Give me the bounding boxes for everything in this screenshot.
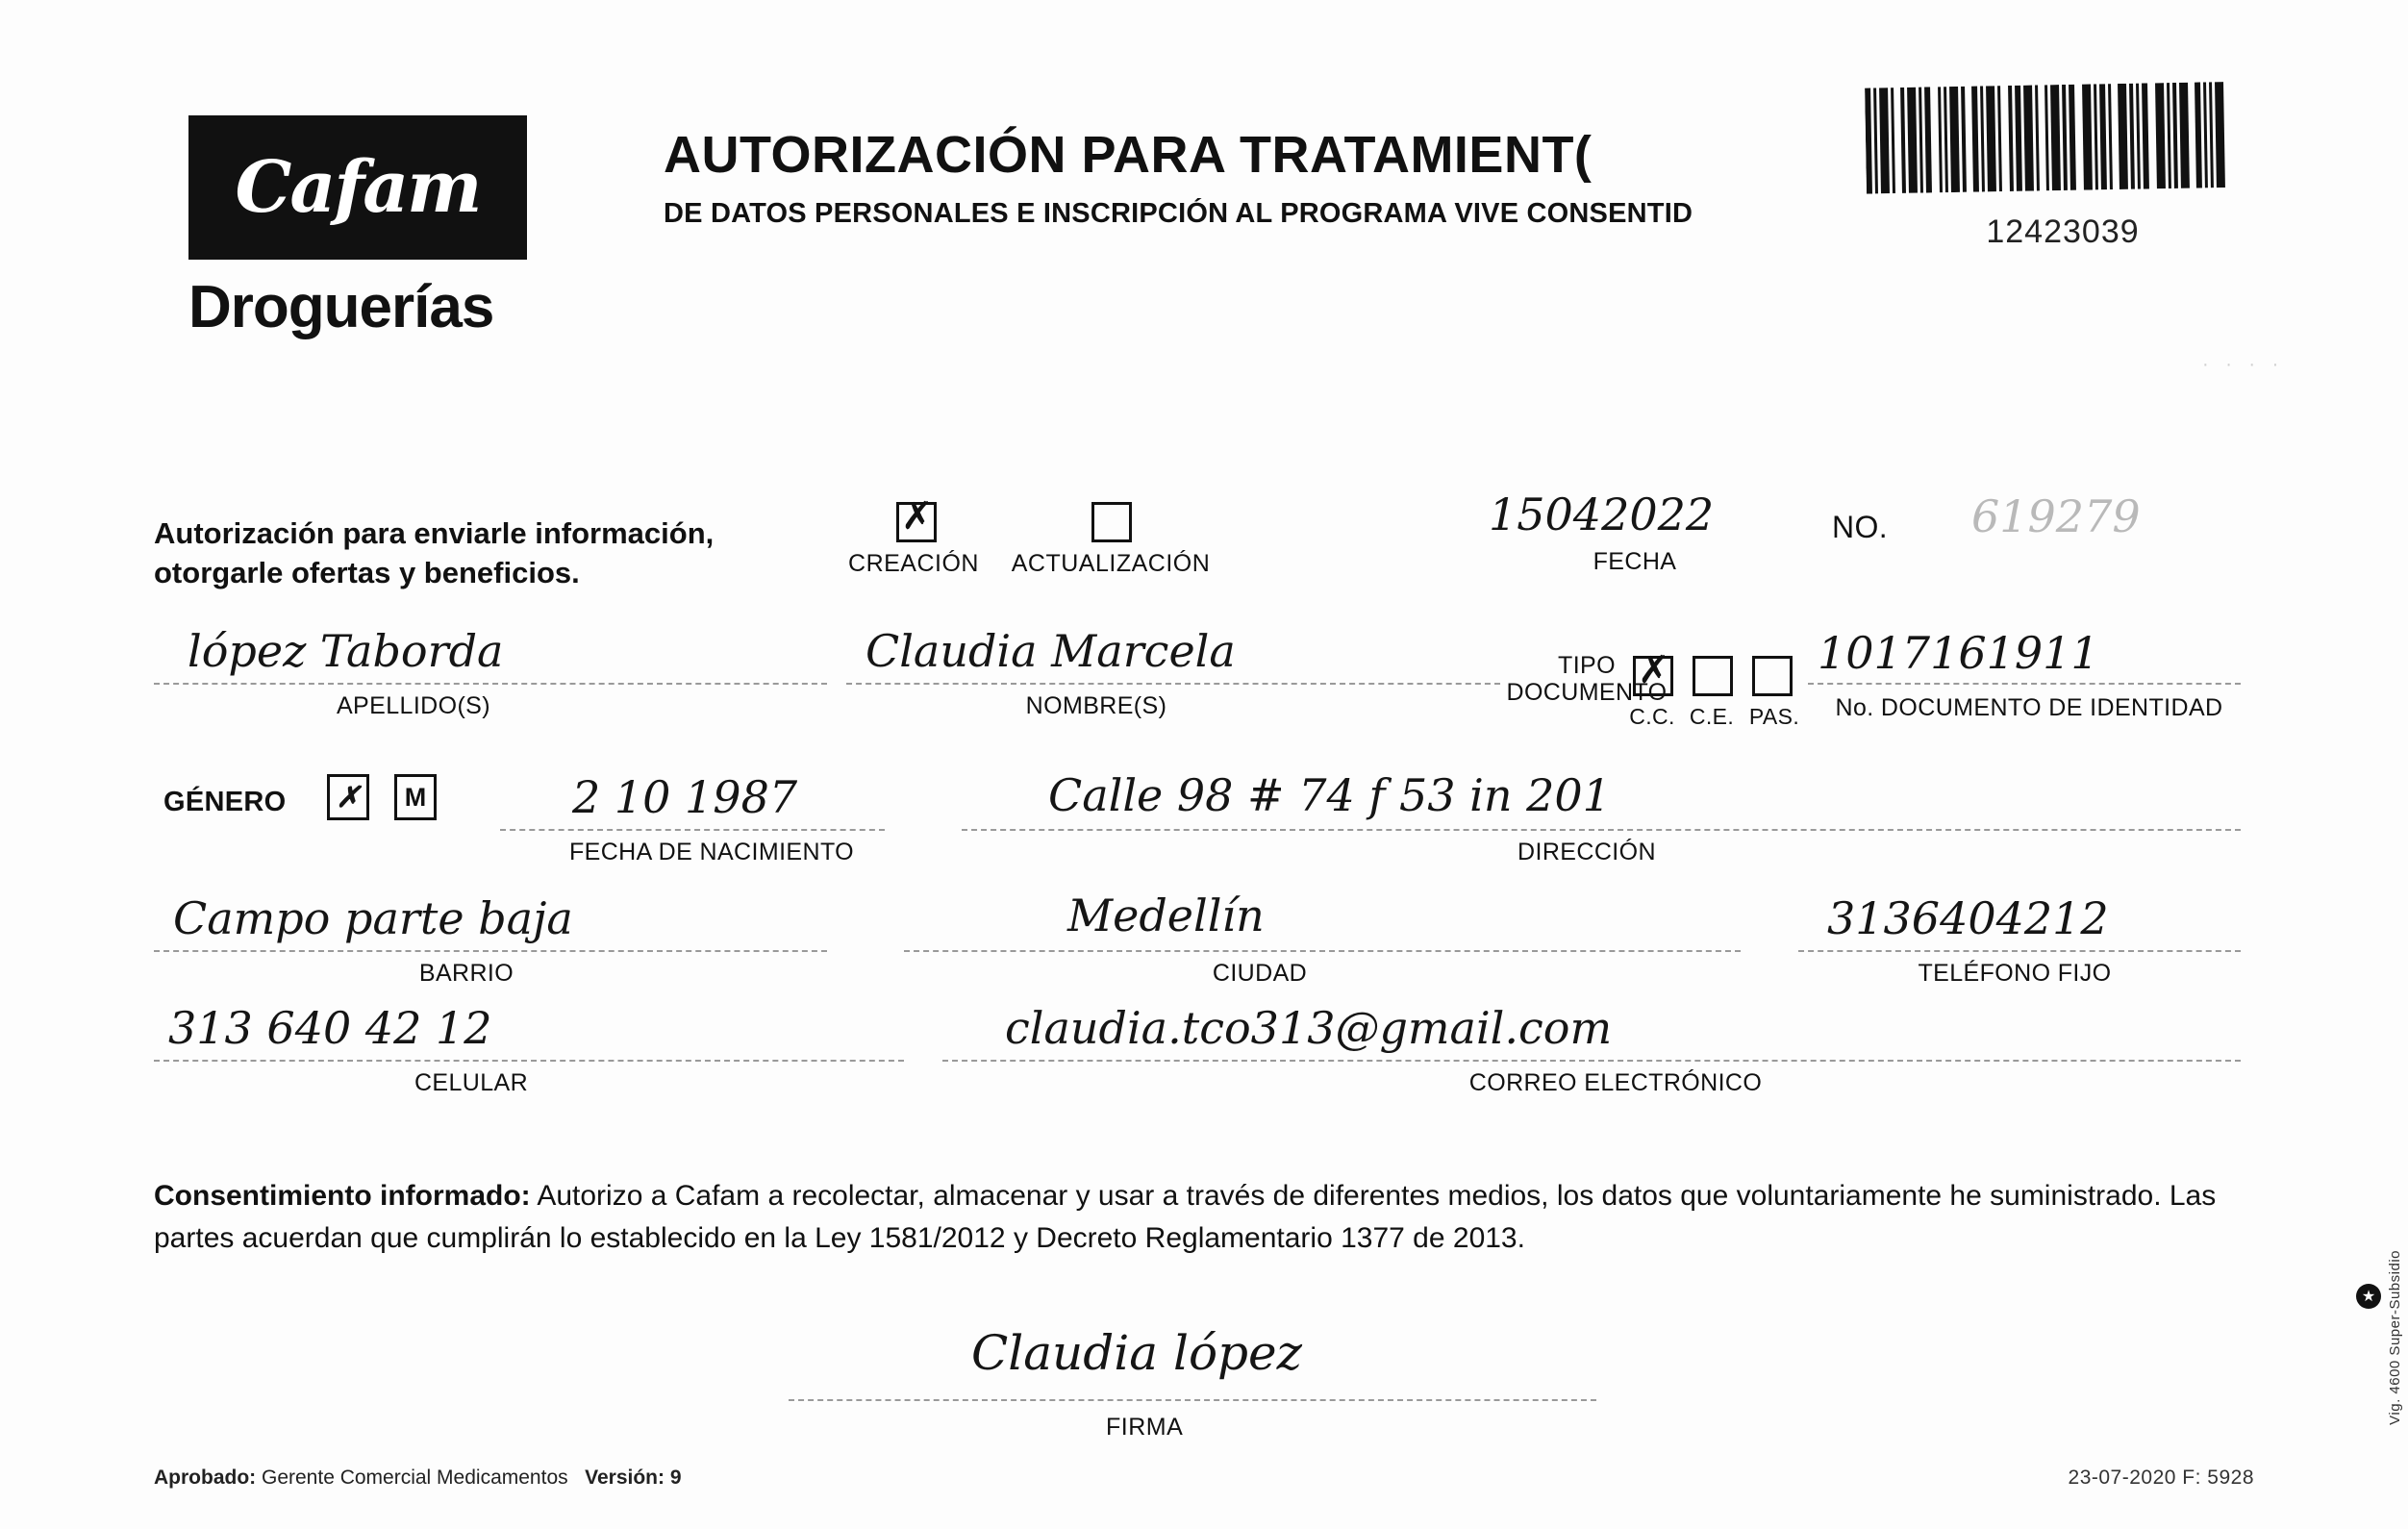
document-subtitle: DE DATOS PERSONALES E INSCRIPCIÓN AL PROGRAMA VIVE CONSENTID xyxy=(664,198,1693,229)
barrio-value[interactable]: Campo parte baja xyxy=(173,892,573,944)
numero-label: NO. xyxy=(1832,510,1889,544)
nombre-label: NOMBRE(S) xyxy=(1025,692,1167,719)
label-ce: C.E. xyxy=(1689,704,1735,729)
supersubsidio-seal-icon: ★ xyxy=(2356,1284,2381,1309)
footer-aprobado-value: Gerente Comercial Medicamentos xyxy=(256,1466,568,1489)
direccion-value[interactable]: Calle 98 # 74 f 53 in 201 xyxy=(1048,769,1611,821)
celular-label: CELULAR xyxy=(414,1069,529,1096)
fecha-label: FECHA xyxy=(1593,548,1677,575)
documento-label: No. DOCUMENTO DE IDENTIDAD xyxy=(1835,694,2223,721)
telefono-fijo-label: TELÉFONO FIJO xyxy=(1918,960,2112,987)
logo-wordmark: Cafam xyxy=(235,146,481,229)
tipo-documento-label-1: TIPO xyxy=(1558,652,1616,679)
authorization-note-line1: Autorización para enviarle información, xyxy=(154,516,715,550)
tipo-documento-label-2: DOCUMENTO xyxy=(1506,679,1668,706)
documento-fieldline[interactable] xyxy=(1808,683,2241,685)
barrio-fieldline[interactable] xyxy=(154,950,827,952)
footer-approval xyxy=(154,1466,682,1490)
apellido-fieldline[interactable] xyxy=(154,683,827,685)
checkbox-creacion[interactable] xyxy=(896,502,937,542)
correo-label: CORREO ELECTRÓNICO xyxy=(1468,1069,1763,1096)
nombre-fieldline[interactable] xyxy=(846,683,1500,685)
firma-fieldline[interactable] xyxy=(789,1399,1596,1401)
footer-side-text: Vig. 4600 Super-Subsidio xyxy=(2387,1250,2403,1425)
logo-box xyxy=(188,115,527,260)
direccion-fieldline[interactable] xyxy=(962,829,2241,831)
label-actualizacion: ACTUALIZACIÓN xyxy=(1011,550,1211,577)
checkbox-actualizacion[interactable] xyxy=(1091,502,1132,542)
fecha-nacimiento-value[interactable]: 2 10 1987 xyxy=(572,771,798,823)
apellido-label: APELLIDO(S) xyxy=(336,692,490,719)
genero-label: GÉNERO xyxy=(163,787,287,817)
telefono-fijo-value[interactable]: 3136404212 xyxy=(1827,892,2109,944)
numero-value[interactable]: 619279 xyxy=(1971,490,2141,542)
footer-version: Versión: 9 xyxy=(585,1466,682,1489)
ciudad-label: CIUDAD xyxy=(1212,960,1308,987)
celular-value[interactable]: 313 640 42 12 xyxy=(168,1002,492,1054)
barcode-number: 12423039 xyxy=(1986,213,2140,250)
documento-value[interactable]: 1017161911 xyxy=(1818,627,2099,679)
direccion-label: DIRECCIÓN xyxy=(1518,839,1656,865)
nombre-value[interactable]: Claudia Marcela xyxy=(865,625,1236,677)
consent-paragraph xyxy=(154,1175,2231,1259)
fecha-nacimiento-fieldline[interactable] xyxy=(500,829,885,831)
correo-fieldline[interactable] xyxy=(942,1060,2241,1062)
checkbox-ce[interactable] xyxy=(1693,656,1733,696)
brand-logo xyxy=(188,115,535,341)
apellido-value[interactable]: lópez Taborda xyxy=(188,625,504,677)
barcode-ghost-marks: · · · · xyxy=(2202,354,2285,375)
label-creacion: CREACIÓN xyxy=(848,550,979,577)
firma-value[interactable]: Claudia lópez xyxy=(971,1325,1302,1381)
consent-title: Consentimiento informado: xyxy=(154,1180,531,1212)
label-cc: C.C. xyxy=(1629,704,1675,729)
ciudad-value[interactable]: Medellín xyxy=(1067,890,1265,941)
telefono-fijo-fieldline[interactable] xyxy=(1798,950,2241,952)
footer-aprobado-label: Aprobado: xyxy=(154,1466,257,1489)
correo-value[interactable]: claudia.tco313@gmail.com xyxy=(1005,1002,1613,1054)
firma-label: FIRMA xyxy=(1106,1414,1184,1441)
fecha-nacimiento-label: FECHA DE NACIMIENTO xyxy=(568,839,855,865)
document-title: AUTORIZACIÓN PARA TRATAMIENT( xyxy=(664,126,1593,184)
genero-f-box[interactable] xyxy=(327,774,369,820)
genero-f-mark: ✗ xyxy=(336,780,361,815)
label-pas: PAS. xyxy=(1748,704,1800,729)
celular-fieldline[interactable] xyxy=(154,1060,904,1062)
barrio-label: BARRIO xyxy=(418,960,514,987)
checkbox-cc[interactable] xyxy=(1633,656,1673,696)
fecha-value[interactable]: 15042022 xyxy=(1489,489,1715,540)
ciudad-fieldline[interactable] xyxy=(904,950,1741,952)
barcode-icon xyxy=(1865,81,2261,193)
logo-subtitle: Droguerías xyxy=(188,274,494,340)
authorization-note-line2: otorgarle ofertas y beneficios. xyxy=(154,555,580,589)
checkbox-pas[interactable] xyxy=(1752,656,1793,696)
genero-m-box[interactable]: M xyxy=(394,774,437,820)
consent-body: Autorizo a Cafam a recolectar, almacenar y usar a través de diferentes medios, los datos que voluntariamente he suministrado. Las partes acuerdan que cumplirán lo establecido en la Ley 1581/2012 y Decreto Reglamentario 1377 de 2013. xyxy=(154,1180,2217,1254)
authorization-note xyxy=(154,514,808,593)
footer-code: 23-07-2020 F: 5928 xyxy=(2068,1466,2254,1489)
